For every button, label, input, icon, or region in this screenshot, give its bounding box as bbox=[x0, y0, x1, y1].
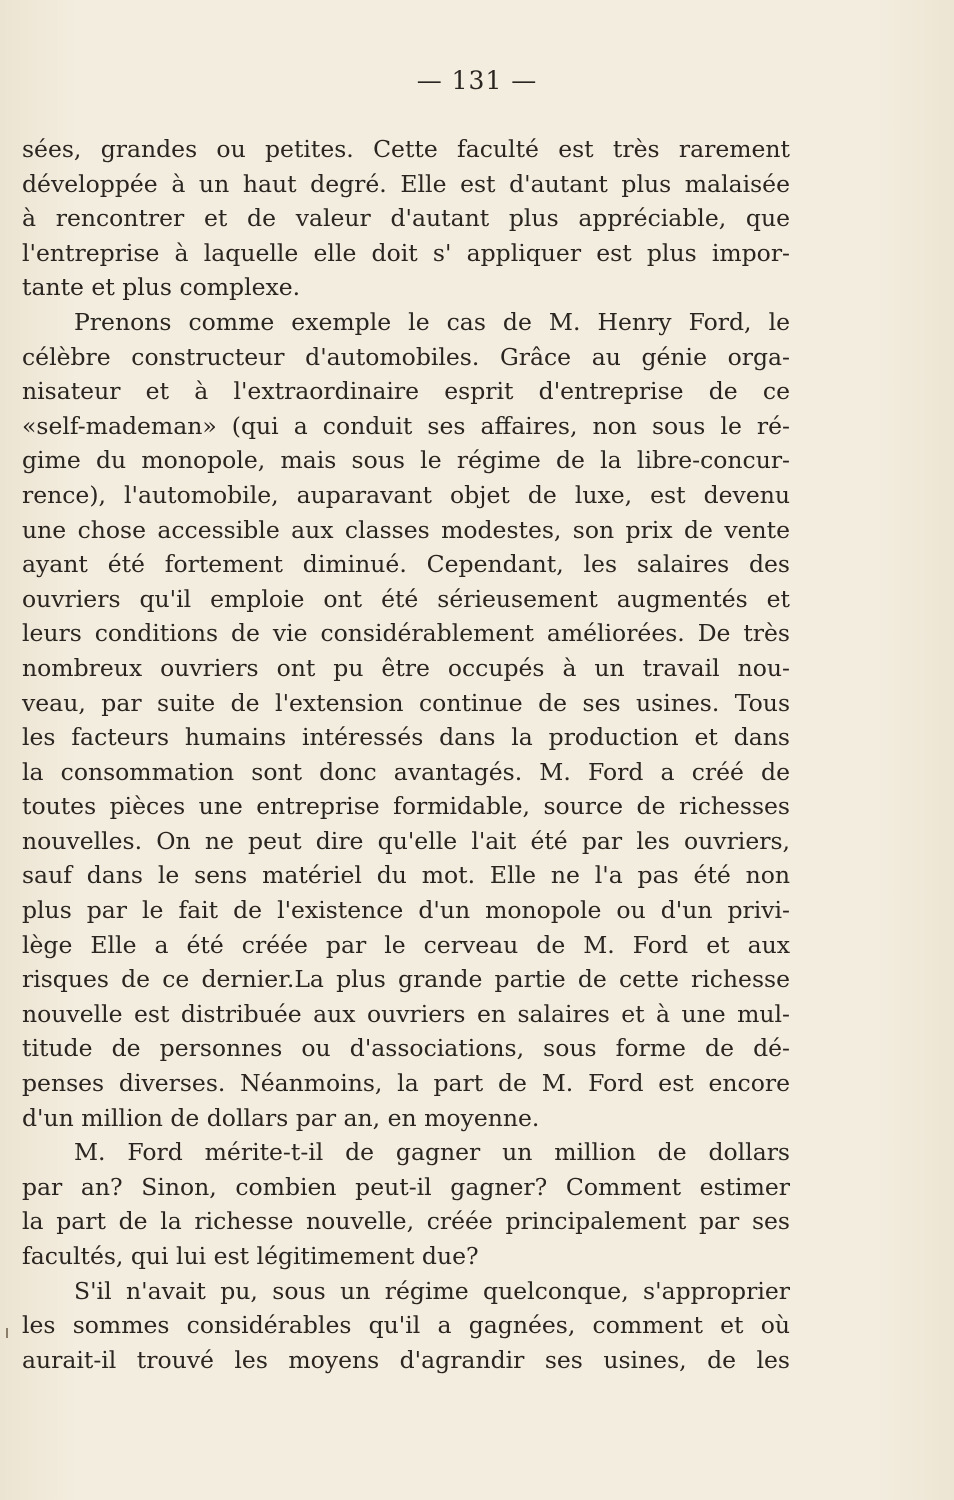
text-line: «self-mademan» (qui a conduit ses affaires, non sous le ré- bbox=[22, 411, 790, 440]
text-line: ouvriers qu'il emploie ont été sérieusement augmentés et bbox=[22, 584, 790, 613]
text-line: penses diverses. Néanmoins, la part de M. Ford est encore bbox=[22, 1069, 790, 1098]
page-number: — 131 — bbox=[416, 66, 538, 95]
paragraph-first-line: M. Ford mérite-t-il de gagner un million de dollars bbox=[74, 1138, 790, 1167]
text-line: sées, grandes ou petites. Cette faculté est très rarement bbox=[22, 135, 790, 163]
text-line: veau, par suite de l'extension continue de ses usines. Tous bbox=[22, 688, 790, 717]
text-line: à rencontrer et de valeur d'autant plus appréciable, que bbox=[22, 204, 790, 233]
text-line: gime du monopole, mais sous le régime de la libre-concur- bbox=[22, 446, 790, 475]
paragraph-first-line: Prenons comme exemple le cas de M. Henry Ford, le bbox=[74, 307, 790, 336]
text-line: nouvelle est distribuée aux ouvriers en salaires et à une mul- bbox=[22, 999, 790, 1028]
text-line: l'entreprise à laquelle elle doit s' appliquer est plus impor- bbox=[22, 238, 790, 267]
text-line: risques de ce dernier.La plus grande partie de cette richesse bbox=[22, 965, 790, 994]
text-line: développée à un haut degré. Elle est d'autant plus malaisée bbox=[22, 169, 790, 198]
text-line: sauf dans le sens matériel du mot. Elle ne l'a pas été non bbox=[22, 861, 790, 890]
text-line: les sommes considérables qu'il a gagnées, comment et où bbox=[22, 1311, 790, 1340]
text-line: nombreux ouvriers ont pu être occupés à un travail nou- bbox=[22, 653, 790, 682]
text-line: toutes pièces une entreprise formidable, source de richesses bbox=[22, 792, 790, 821]
text-line: plus par le fait de l'existence d'un monopole ou d'un privi- bbox=[22, 896, 790, 925]
text-line: facultés, qui lui est légitimement due? bbox=[22, 1242, 479, 1270]
text-line: célèbre constructeur d'automobiles. Grâce au génie orga- bbox=[22, 342, 790, 371]
text-line: rence), l'automobile, auparavant objet de luxe, est devenu bbox=[22, 480, 790, 509]
text-line: nouvelles. On ne peut dire qu'elle l'ait été par les ouvriers, bbox=[22, 826, 790, 855]
text-line: d'un million de dollars par an, en moyenne. bbox=[22, 1103, 540, 1132]
text-line: la part de la richesse nouvelle, créée principalement par ses bbox=[22, 1207, 790, 1236]
text-line: tante et plus complexe. bbox=[22, 273, 301, 302]
text-line: lège Elle a été créée par le cerveau de M. Ford et aux bbox=[22, 930, 790, 959]
text-line: par an? Sinon, combien peut-il gagner? Comment estimer bbox=[22, 1172, 790, 1201]
text-line: une chose accessible aux classes modestes, son prix de vente bbox=[22, 515, 790, 544]
text-line: aurait-il trouvé les moyens d'agrandir ses usines, de les bbox=[22, 1345, 790, 1374]
text-line: nisateur et à l'extraordinaire esprit d'entreprise de ce bbox=[22, 377, 790, 406]
text-line: ayant été fortement diminué. Cependant, les salaires des bbox=[22, 550, 790, 579]
text-line: leurs conditions de vie considérablement améliorées. De très bbox=[22, 619, 790, 648]
paragraph-first-line: S'il n'avait pu, sous un régime quelconque, s'approprier bbox=[74, 1276, 790, 1305]
text-line: titude de personnes ou d'associations, sous forme de dé- bbox=[22, 1034, 790, 1063]
margin-mark bbox=[6, 1328, 8, 1338]
body-text bbox=[22, 132, 790, 1377]
text-line: les facteurs humains intéressés dans la production et dans bbox=[22, 723, 790, 752]
text-line: la consommation sont donc avantagés. M. Ford a créé de bbox=[22, 757, 790, 786]
